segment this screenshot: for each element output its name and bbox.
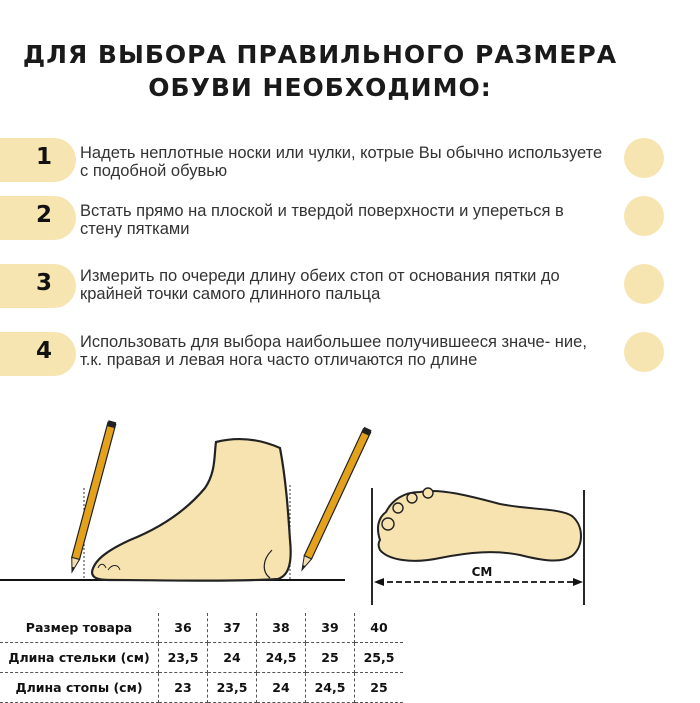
table-cell: 36 — [159, 613, 208, 643]
step-badge — [0, 332, 76, 376]
table-cell: 37 — [208, 613, 257, 643]
title-line-2: ОБУВИ НЕОБХОДИМО: — [148, 73, 492, 102]
table-cell: 23 — [159, 673, 208, 703]
size-table — [0, 613, 403, 703]
table-row — [0, 613, 403, 643]
table-cell: 38 — [257, 613, 306, 643]
title-part: РАЗМЕРА — [465, 40, 618, 69]
table-cell: 25,5 — [355, 643, 404, 673]
table-cell: 25 — [355, 673, 404, 703]
step-number: 3 — [36, 270, 53, 296]
title-line-1 — [0, 38, 640, 71]
pencil-icon — [298, 427, 371, 572]
arrow-head-right — [573, 578, 583, 586]
decorative-tab — [624, 332, 664, 372]
unit-label: СМ — [471, 565, 493, 579]
step-text: Встать прямо на плоской и твердой поверхности и упереться в стену пятками — [80, 202, 564, 238]
toe-mark — [423, 488, 433, 498]
step-badge — [0, 138, 76, 182]
step-badge — [0, 264, 76, 308]
step-text: Использовать для выбора наибольшее получившееся значе- ние, т.к. правая и левая нога часто отличаются по длине — [80, 333, 587, 369]
step-number: 4 — [36, 338, 53, 364]
table-cell: 40 — [355, 613, 404, 643]
table-cell: 24,5 — [306, 673, 355, 703]
title-part: ДЛЯ ВЫБОРА — [22, 40, 237, 69]
step-1 — [0, 138, 700, 182]
table-cell: 39 — [306, 613, 355, 643]
toe-mark — [382, 518, 394, 530]
step-number: 1 — [36, 144, 53, 170]
row-label: Длина стопы (см) — [0, 673, 159, 703]
page-title — [0, 38, 640, 104]
title-emphasis: ПРАВИЛЬНОГО — [236, 40, 466, 69]
table-row — [0, 673, 403, 703]
row-label: Длина стельки (см) — [0, 643, 159, 673]
toe-mark — [393, 503, 403, 513]
decorative-tab — [624, 264, 664, 304]
table-cell: 23,5 — [208, 673, 257, 703]
step-badge — [0, 196, 76, 240]
table-cell: 24,5 — [257, 643, 306, 673]
step-3 — [0, 264, 700, 308]
step-2 — [0, 196, 700, 240]
arrow-head-left — [374, 578, 384, 586]
table-cell: 24 — [208, 643, 257, 673]
row-label: Размер товара — [0, 613, 159, 643]
table-cell: 23,5 — [159, 643, 208, 673]
step-number: 2 — [36, 202, 53, 228]
table-cell: 24 — [257, 673, 306, 703]
decorative-tab — [624, 196, 664, 236]
step-text: Надеть неплотные носки или чулки, котрые Вы обычно используете с подобной обувью — [80, 144, 603, 180]
foot-measurement-illustration — [0, 400, 700, 610]
step-4 — [0, 332, 700, 376]
table-cell: 25 — [306, 643, 355, 673]
table-row — [0, 643, 403, 673]
step-text: Измерить по очереди длину обеих стоп от основания пятки до крайней точки самого длинного пальца — [80, 267, 560, 303]
foot-side-icon — [92, 439, 291, 581]
decorative-tab — [624, 138, 664, 178]
toe-mark — [407, 493, 417, 503]
